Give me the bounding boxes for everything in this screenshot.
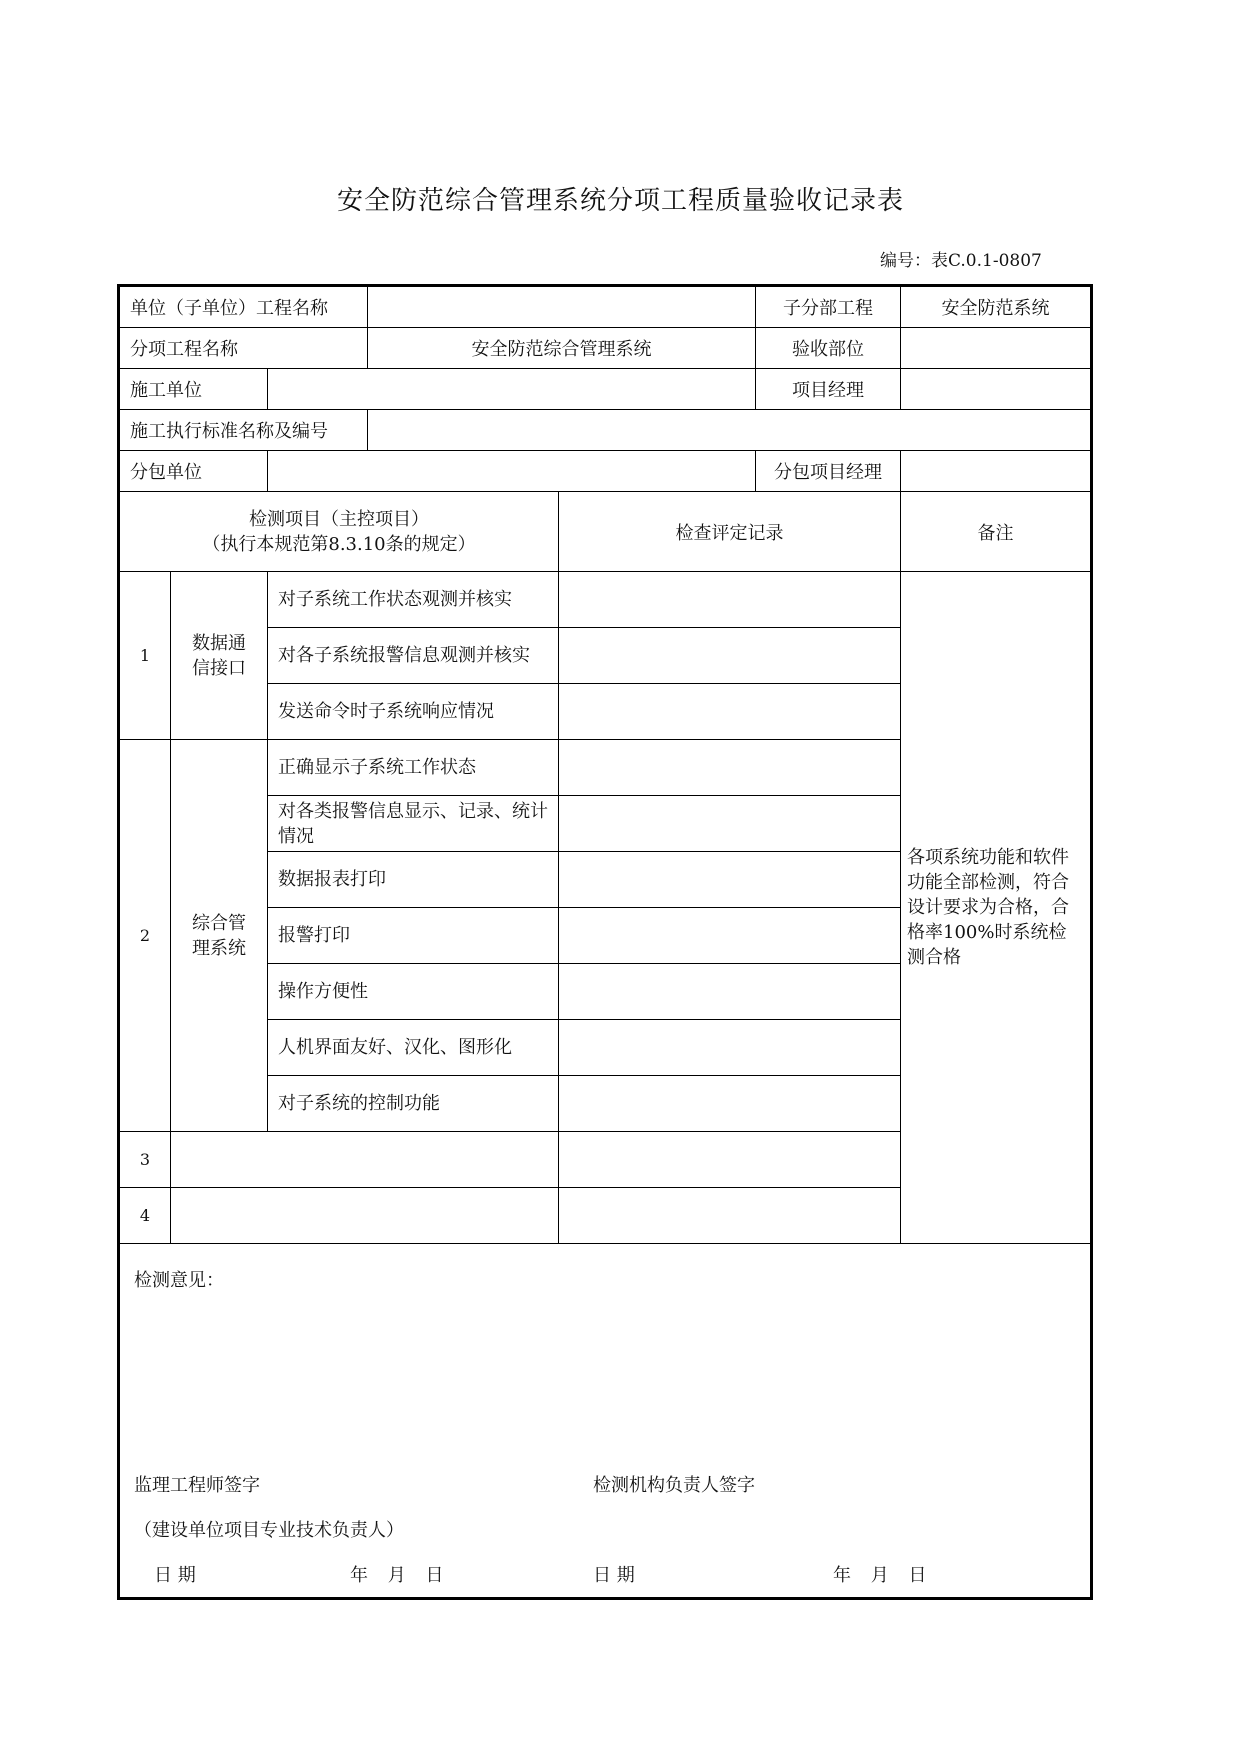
group-number: 2 bbox=[119, 740, 171, 1132]
supervisor-date-ymd: 年 月 日 bbox=[350, 1565, 444, 1586]
items-column-header bbox=[119, 492, 559, 572]
group-name-line1: 数据通 bbox=[192, 632, 246, 654]
check-item: 发送命令时子系统响应情况 bbox=[268, 684, 559, 740]
inspection-form-table bbox=[117, 284, 1093, 1600]
extra-row-number: 4 bbox=[119, 1188, 171, 1244]
extra-row-record[interactable] bbox=[559, 1132, 901, 1188]
supervisor-sign-note: （建设单位项目专业技术负责人） bbox=[134, 1520, 404, 1541]
group-name-line1: 综合管 bbox=[192, 912, 246, 934]
check-item: 对各类报警信息显示、记录、统计情况 bbox=[268, 796, 559, 852]
group-name-line2: 信接口 bbox=[192, 657, 246, 679]
check-item: 对子系统工作状态观测并核实 bbox=[268, 572, 559, 628]
remark-cell: 各项系统功能和软件功能全部检测，符合设计要求为合格，合格率100%时系统检测合格 bbox=[901, 572, 1092, 1244]
subcontractor-value[interactable] bbox=[268, 451, 756, 492]
unit-name-value[interactable] bbox=[368, 286, 756, 328]
agency-sign-label: 检测机构负责人签字 bbox=[593, 1475, 755, 1496]
construction-unit-label: 施工单位 bbox=[119, 369, 268, 410]
project-manager-value[interactable] bbox=[901, 369, 1092, 410]
acceptance-part-label: 验收部位 bbox=[756, 328, 901, 369]
group-name-line2: 理系统 bbox=[192, 937, 246, 959]
form-code: 编号：表C.0.1-0807 bbox=[880, 251, 1042, 271]
check-record[interactable] bbox=[559, 1020, 901, 1076]
check-record[interactable] bbox=[559, 628, 901, 684]
construction-unit-value[interactable] bbox=[268, 369, 756, 410]
extra-row-number: 3 bbox=[119, 1132, 171, 1188]
supervisor-date-label: 日 期 bbox=[154, 1565, 196, 1586]
subcontractor-label: 分包单位 bbox=[119, 451, 268, 492]
check-record[interactable] bbox=[559, 796, 901, 852]
subdivision-value: 安全防范系统 bbox=[901, 286, 1092, 328]
check-record[interactable] bbox=[559, 964, 901, 1020]
item-name-label: 分项工程名称 bbox=[119, 328, 368, 369]
group-name bbox=[171, 740, 268, 1132]
acceptance-part-value[interactable] bbox=[901, 328, 1092, 369]
items-header-line2: （执行本规范第8.3.10条的规定） bbox=[202, 533, 476, 555]
page-title: 安全防范综合管理系统分项工程质量验收记录表 bbox=[336, 186, 904, 216]
check-item: 对子系统的控制功能 bbox=[268, 1076, 559, 1132]
subcontract-pm-value[interactable] bbox=[901, 451, 1092, 492]
agency-date-label: 日 期 bbox=[593, 1565, 635, 1586]
check-item: 操作方便性 bbox=[268, 964, 559, 1020]
check-item: 报警打印 bbox=[268, 908, 559, 964]
check-record[interactable] bbox=[559, 852, 901, 908]
opinion-label: 检测意见： bbox=[134, 1270, 224, 1291]
project-manager-label: 项目经理 bbox=[756, 369, 901, 410]
items-header-line1: 检测项目（主控项目） bbox=[249, 508, 429, 530]
check-item: 人机界面友好、汉化、图形化 bbox=[268, 1020, 559, 1076]
subdivision-label: 子分部工程 bbox=[756, 286, 901, 328]
check-record[interactable] bbox=[559, 740, 901, 796]
agency-date-ymd: 年 月 日 bbox=[833, 1565, 927, 1586]
check-record[interactable] bbox=[559, 908, 901, 964]
extra-row-item[interactable] bbox=[171, 1132, 559, 1188]
item-name-value: 安全防范综合管理系统 bbox=[368, 328, 756, 369]
unit-name-label: 单位（子单位）工程名称 bbox=[119, 286, 368, 328]
check-record[interactable] bbox=[559, 572, 901, 628]
group-number: 1 bbox=[119, 572, 171, 740]
check-item: 正确显示子系统工作状态 bbox=[268, 740, 559, 796]
check-item: 对各子系统报警信息观测并核实 bbox=[268, 628, 559, 684]
extra-row-item[interactable] bbox=[171, 1188, 559, 1244]
check-item: 数据报表打印 bbox=[268, 852, 559, 908]
standard-value[interactable] bbox=[368, 410, 1092, 451]
opinion-section bbox=[119, 1244, 1092, 1599]
check-record[interactable] bbox=[559, 684, 901, 740]
group-name bbox=[171, 572, 268, 740]
extra-row-record[interactable] bbox=[559, 1188, 901, 1244]
remark-column-header: 备注 bbox=[901, 492, 1092, 572]
subcontract-pm-label: 分包项目经理 bbox=[756, 451, 901, 492]
check-record[interactable] bbox=[559, 1076, 901, 1132]
standard-label: 施工执行标准名称及编号 bbox=[119, 410, 368, 451]
supervisor-sign-label: 监理工程师签字 bbox=[134, 1475, 260, 1496]
record-column-header: 检查评定记录 bbox=[559, 492, 901, 572]
